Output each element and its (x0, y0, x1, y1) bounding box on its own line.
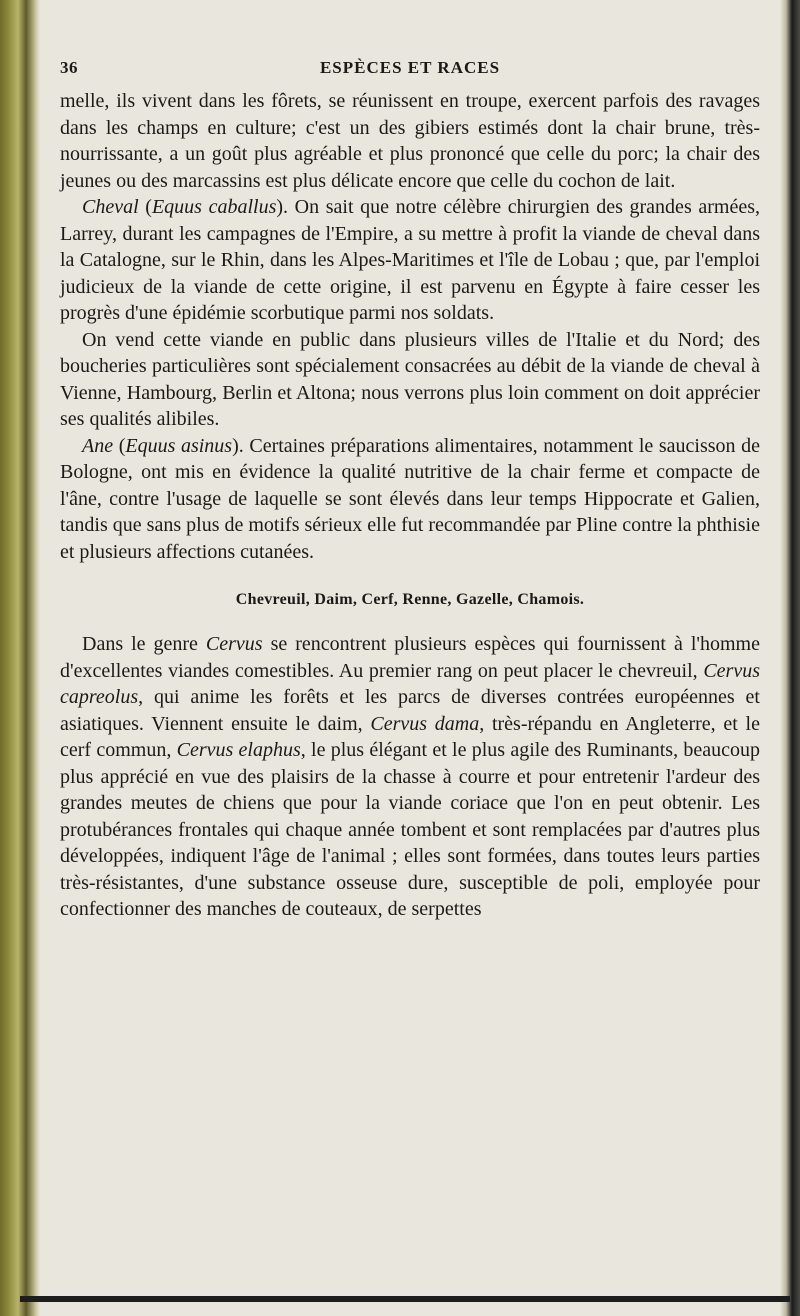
italic-term: Cervus dama (370, 712, 480, 735)
italic-term: Equus caballus (151, 196, 277, 218)
paragraph (60, 88, 760, 194)
paragraph (60, 433, 760, 566)
text-run: ). On sait que notre célèbre chirurgien des grandes armées, Larrey, durant les campagnes de l'Empire, a su mettre à profit la viande de cheval dans la Catalogne, sur le Rhin, dans les Alpes-Maritimes et l'île de Lobau ; que, par l'emploi judicieux de la viande de cette origine, il est parvenu en Égypte à faire cesser les progrès d'une épidémie scorbutique parmi nos soldats. (60, 196, 760, 324)
italic-term: Cervus (205, 633, 263, 655)
page-bottom-edge (20, 1296, 790, 1302)
paragraph (60, 631, 760, 923)
italic-term: Equus asinus (125, 434, 233, 457)
text-run: , très-répandu en Angleterre, et le cerf commun, (60, 712, 760, 761)
text-run: Dans le genre (82, 633, 206, 655)
running-header (60, 58, 760, 88)
text-run: , le plus élégant et le plus agile des Ruminants, beaucoup plus apprécié en vue des plaisirs de la chasse à courre et pour entretenir l'ardeur des grandes meutes de chiens que pour la viande coriace que l'on en peut obtenir. Les protubérances frontales qui chaque année tombent et sont remplacées par d'autres plus développées, indiquent l'âge de l'animal ; elles sont formées, dans toutes leurs parties très-résistantes, d'une substance osseuse dure, susceptible de poli, employée pour confectionner des manches de couteaux, de serpettes (60, 739, 760, 920)
text-run: ( (138, 196, 152, 218)
book-binding-edge (0, 0, 40, 1316)
text-run: melle, ils vivent dans les fôrets, se réunissent en troupe, exercent parfois des ravages dans les champs en culture; c'est un des gibiers estimés dont la chair brune, très-nourrissante, a un goût plus agréable et plus prononcé que celle du porc; la chair des jeunes ou des marcassins est plus délicate encore que celle du cochon de lait. (60, 90, 760, 192)
text-run: ( (113, 434, 126, 457)
paragraph (60, 194, 760, 327)
body-text-part2 (60, 631, 760, 923)
paragraph (60, 327, 760, 433)
book-page (60, 58, 760, 923)
body-text-part1 (60, 88, 760, 565)
text-run: ). Certaines préparations alimentaires, notamment le saucisson de Bologne, ont mis en évidence la qualité nutritive de la chair ferme et compacte de l'âne, contre l'usage de laquelle se sont élevés dans leur temps Hippocrate et Galien, tandis que sans plus de motifs sérieux elle fut recommandée par Pline contre la phthisie et plusieurs affections cutanées. (60, 434, 760, 563)
text-run: se rencontrent plusieurs espèces qui fournissent à l'homme d'excellentes viandes comestibles. Au premier rang on peut placer le chevreuil, (60, 633, 760, 682)
italic-term: Cheval (82, 196, 139, 218)
italic-term: Cervus elaphus (176, 739, 301, 761)
italic-term: Cervus capreolus (60, 659, 760, 708)
section-heading: Chevreuil, Daim, Cerf, Renne, Gazelle, Chamois. (235, 591, 585, 608)
page-number: 36 (60, 58, 78, 77)
running-title: ESPÈCES ET RACES (319, 58, 501, 77)
italic-term: Ane (82, 434, 114, 457)
text-run: On vend cette viande en public dans plusieurs villes de l'Italie et du Nord; des boucheries particulières sont spécialement consacrées au débit de la viande de cheval à Vienne, Hambourg, Berlin et Altona; nous verrons plus loin comment on doit apprécier ses qualités alibiles. (60, 328, 760, 430)
text-run: , qui anime les forêts et les parcs de diverses contrées européennes et asiatiques. Viennent ensuite le daim, (60, 686, 760, 735)
page-right-edge (780, 0, 800, 1316)
